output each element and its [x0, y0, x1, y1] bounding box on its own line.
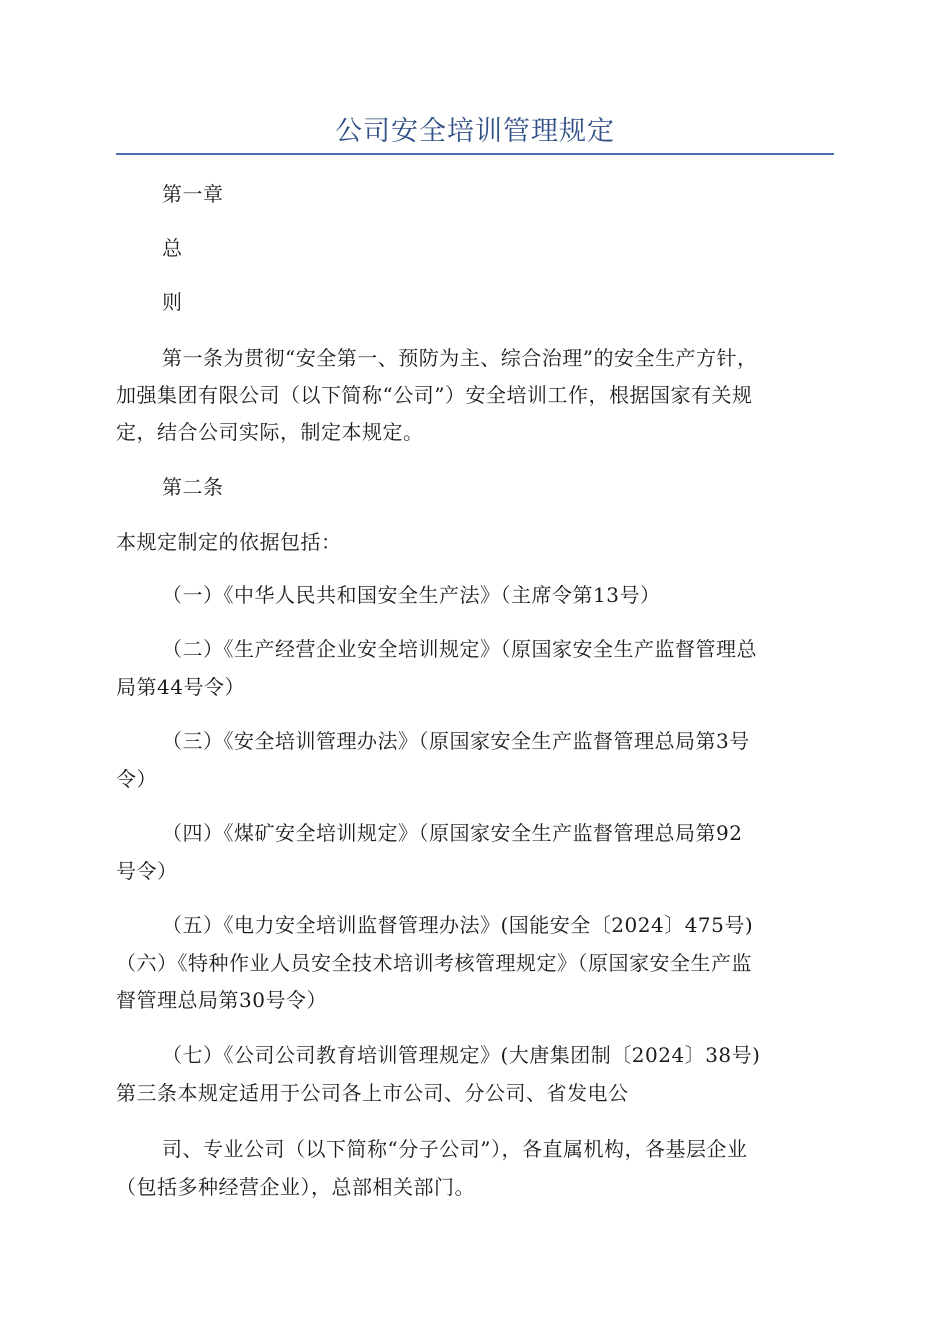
article-3-line: 司、专业公司（以下简称“分子公司”），各直属机构，各基层企业 — [162, 1137, 748, 1161]
document-title: 公司安全培训管理规定 — [335, 116, 615, 147]
article-1-line: 加强集团有限公司（以下简称“公司”）安全培训工作，根据国家有关规 — [116, 383, 753, 407]
basis-item: （七）《公司公司教育培训管理规定》(大唐集团制〔2024〕38号) — [162, 1043, 761, 1067]
basis-item: （二）《生产经营企业安全培训规定》（原国家安全生产监督管理总 — [162, 637, 757, 661]
article-2-label: 第二条 — [162, 475, 224, 499]
article-3-line: （包括多种经营企业），总部相关部门。 — [116, 1175, 475, 1199]
article-2-line: 本规定制定的依据包括： — [116, 530, 342, 554]
basis-item: 令） — [116, 767, 157, 791]
article-1-line: 定，结合公司实际，制定本规定。 — [116, 420, 424, 444]
basis-item: （三）《安全培训管理办法》（原国家安全生产监督管理总局第3号 — [162, 729, 750, 753]
basis-item: 局第44号令） — [116, 675, 245, 699]
chapter-label: 第一章 — [162, 182, 224, 206]
article-3-line: 第三条本规定适用于公司各上市公司、分公司、省发电公 — [116, 1081, 629, 1105]
basis-item: （六）《特种作业人员安全技术培训考核管理规定》（原国家安全生产监 — [116, 951, 752, 975]
article-1-line: 第一条为贯彻“安全第一、预防为主、综合治理”的安全生产方针， — [162, 346, 758, 370]
basis-item: （一）《中华人民共和国安全生产法》（主席令第13号） — [162, 583, 661, 607]
basis-item: （五）《电力安全培训监督管理办法》(国能安全〔2024〕475号) — [162, 913, 754, 937]
basis-item: 号令） — [116, 859, 178, 883]
basis-item: 督管理总局第30号令） — [116, 988, 327, 1012]
basis-item: （四）《煤矿安全培训规定》（原国家安全生产监督管理总局第92 — [162, 821, 743, 845]
title-underline — [116, 153, 834, 155]
chapter-heading-char: 总 — [162, 236, 183, 260]
chapter-heading-char: 则 — [162, 290, 183, 314]
